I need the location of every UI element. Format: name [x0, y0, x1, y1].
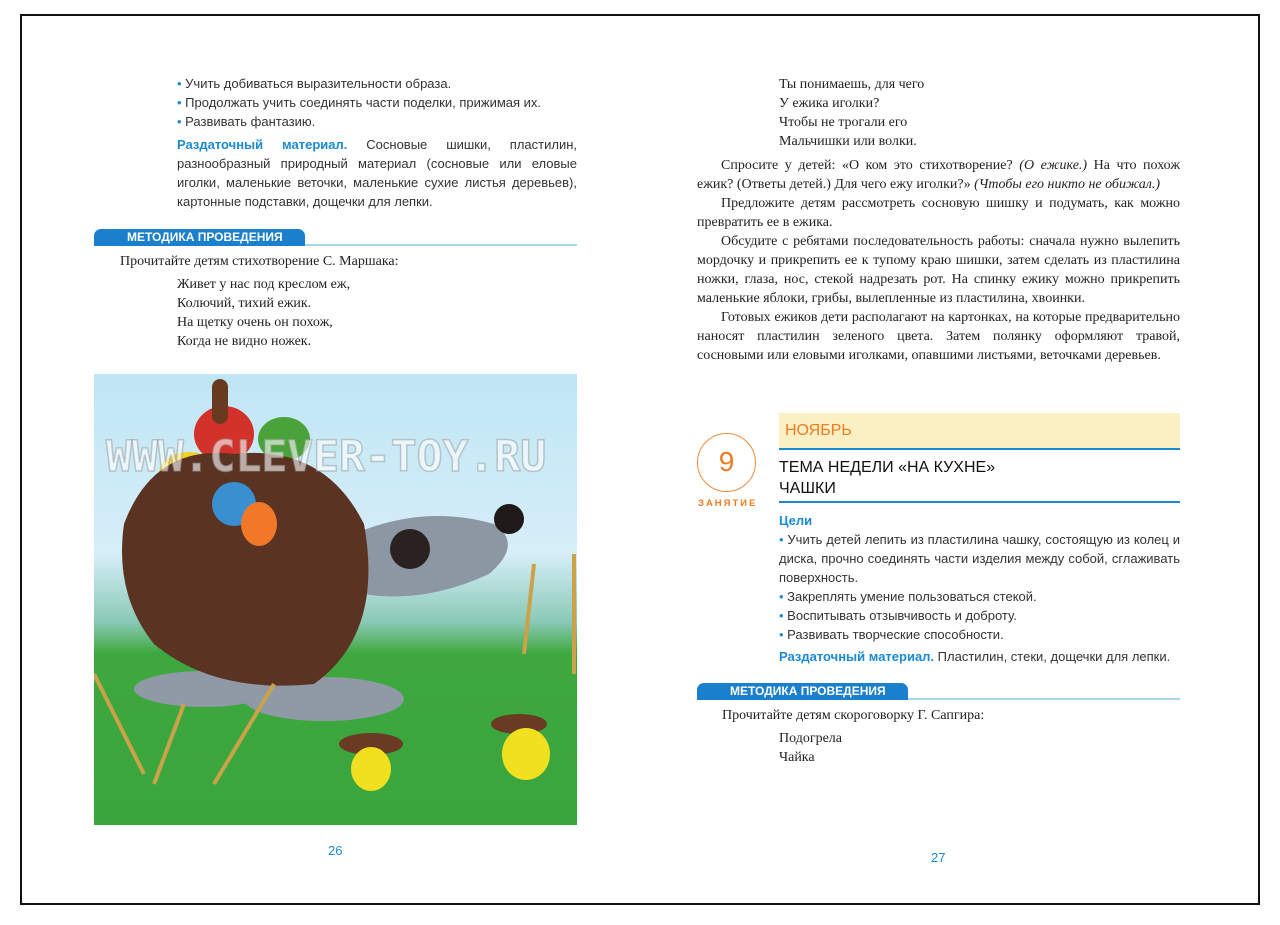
- hedgehog-illustration: [94, 374, 577, 825]
- material-text: Сосновые шишки, пластилин, разнообразный природный материал (сосновые или еловые иголки, маленькие веточки, маленькие сухие листья деревьев), картонные подставки, дощечки для лепки.: [177, 137, 577, 209]
- poem-line: Мальчишки или волки.: [779, 134, 917, 149]
- answer: (О ежике.): [1019, 158, 1088, 173]
- poem-line: У ежика иголки?: [779, 96, 880, 111]
- text: На что похож ежик? (Ответы детей.) Для чего ежу иголки?»: [697, 158, 1180, 192]
- watermark: WWW.CLEVER-TOY.RU: [106, 432, 547, 482]
- intro-text: Прочитайте детям стихотворение С. Маршака:: [120, 254, 399, 269]
- section-header-label: МЕТОДИКА ПРОВЕДЕНИЯ: [697, 683, 908, 700]
- lesson-number: 9: [697, 433, 756, 492]
- goal-item: • Развивать творческие способности.: [779, 625, 1180, 644]
- goal-item: • Развивать фантазию.: [177, 112, 577, 131]
- section-header: [697, 682, 1180, 700]
- poem-line: Чайка: [779, 750, 815, 765]
- page-number: 26: [328, 843, 343, 858]
- poem: [697, 75, 1180, 151]
- goals-title: Цели: [779, 513, 813, 528]
- goals-section: [779, 511, 1180, 666]
- lesson-title: [779, 457, 1180, 503]
- poem: [697, 729, 1180, 767]
- goal-item: • Воспитывать отзывчивость и доброту.: [779, 606, 1180, 625]
- section-header: [94, 228, 577, 246]
- page-number: 27: [931, 850, 946, 865]
- paragraph: Готовых ежиков дети располагают на картонках, на которые предварительно наносят пластилин зеленого цвета. Затем полянку оформляют травой, сосновыми или еловыми иголками, опавшими листьями, веточками деревьев.: [697, 310, 1180, 363]
- hedgehog-photo: [94, 374, 577, 825]
- poem-line: На щетку очень он похож,: [177, 315, 333, 330]
- paragraph: Обсудите с ребятами последовательность работы: сначала нужно вылепить мордочку и прикрепить ее к тупому краю шишки, затем сделать из пластилина ножки, глаза, нос, стекой надрезать рот. На спинку ежику можно прикрепить маленькие яблоки, грибы, вылепленные из пластилина, хвоинки.: [697, 234, 1180, 306]
- week-theme: ТЕМА НЕДЕЛИ «НА КУХНЕ»: [779, 459, 996, 476]
- right-page-column: [697, 75, 1180, 767]
- lesson-topic: ЧАШКИ: [779, 480, 836, 497]
- poem-line: Чтобы не трогали его: [779, 115, 908, 130]
- poem-line: Подогрела: [779, 731, 842, 746]
- goals-list: [94, 74, 577, 211]
- answer: (Чтобы его никто не обижал.): [974, 177, 1161, 192]
- lesson-block: [697, 413, 1180, 666]
- material-label: Раздаточный материал.: [779, 649, 935, 664]
- body-text: [697, 156, 1180, 365]
- section-header-label: МЕТОДИКА ПРОВЕДЕНИЯ: [94, 229, 305, 246]
- left-page-column: [94, 74, 577, 351]
- poem-line: Когда не видно ножек.: [177, 334, 312, 349]
- goal-item: • Учить детей лепить из пластилина чашку, состоящую из колец и диска, прочно соединять части изделия между собой, сглаживать поверхность.: [779, 530, 1180, 587]
- poem-line: Живет у нас под креслом еж,: [177, 277, 351, 292]
- goal-item: • Продолжать учить соединять части поделки, прижимая их.: [177, 93, 577, 112]
- material-paragraph: [779, 647, 1180, 666]
- poem: [94, 275, 577, 351]
- month-band: НОЯБРЬ: [779, 413, 1180, 450]
- goal-item: • Закреплять умение пользоваться стекой.: [779, 587, 1180, 606]
- material-label: Раздаточный материал.: [177, 137, 348, 152]
- lesson-label: ЗАНЯТИЕ: [698, 498, 758, 509]
- paragraph: Предложите детям рассмотреть сосновую шишку и подумать, как можно превратить ее в ежика.: [697, 196, 1180, 230]
- poem-line: Ты понимаешь, для чего: [779, 77, 925, 92]
- goal-item: • Учить добиваться выразительности образа.: [177, 74, 577, 93]
- material-paragraph: [177, 135, 577, 211]
- paragraph: [697, 156, 1180, 194]
- text: Спросите у детей: «О ком это стихотворение?: [721, 158, 1020, 173]
- poem-line: Колючий, тихий ежик.: [177, 296, 312, 311]
- intro-text: Прочитайте детям скороговорку Г. Сапгира:: [722, 708, 985, 723]
- material-text: Пластилин, стеки, дощечки для лепки.: [934, 649, 1171, 664]
